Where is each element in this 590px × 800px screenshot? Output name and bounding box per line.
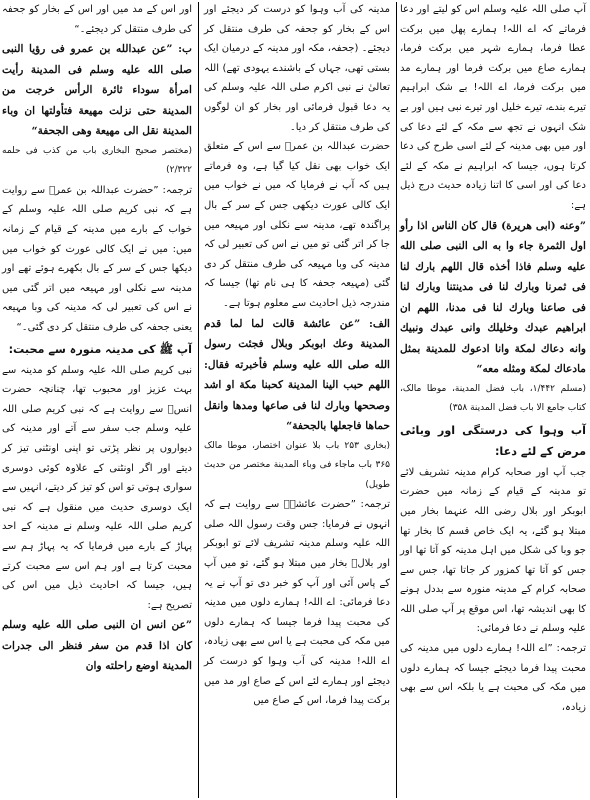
arabic-hadith-text: ”عن انس ان النبی صلی الله علیه وسلم كان اذا قدم من سفر فنظر الی جدرات المدینة اوضع راحلته وان [2,619,192,673]
hadith-reference: (مختصر صحیح البخاری باب من کذب فی حلمه ۲/۳۲۲) [2,145,192,176]
arabic-hadith-text: ”وعنه (ابی هریرة) قال کان الناس اذا رأو اول الثمرة جاء وا به الی النبی صلی الله علیه وسلم فاذا أخذه قال اللهم بارك لنا فی ثمرنا وبارك لنا فی مدینتنا وبارك لنا فی صاعنا وبارك لنا فی مدنا، اللهم ان ابراهیم عبدك وخلیلك وانی عبدك ونبیك وانه دعاك لمكة وانا ادعوك للمدینة بمثل مادعاك لمكة ومثله معه“ [400,219,586,376]
urdu-paragraph: حضرت عبداللہ بن عمرؓ سے اس کے متعلق ایک خواب بھی نقل کیا گیا ہے، وہ فرماتے ہیں کہ آپ نے فرمایا کہ میں نے خواب میں ایک کالی عورت دیکھی جس کے سر کے بال پراگندہ تھے، مدینہ سے نکلی اور مہیعہ میں جا کر اتر گئی تو میں نے اس کی تعبیر لی کہ مدینہ کی وبا مہیعہ کی طرف منتقل کر دی گئی (مہیعہ جحفہ کا ہی نام تھا) جیسا کہ مندرجہ ذیل احادیث سے معلوم ہوتا ہے۔ [204,141,390,309]
section-heading: آپ ﷺ کی مدینہ منورہ سے محبت: [8,342,192,356]
arabic-hadith-text: الف: ”عن عائشة قالت لما لما قدم المدینة وعك ابوبكر وبلال فجئت رسول الله صلی الله علیه وسلم فأخبرته فقال: اللهم حبب الینا المدینة كحبنا مكة او اشد وصححها وبارك لنا فی صاعها ومدها وانقل حماها فاجعلها بالجحفة“ [204,317,390,432]
urdu-paragraph: آپ صلی اللہ علیہ وسلم اس کو لیتے اور دعا فرماتے کہ اے اللہ! ہمارے پھل میں برکت عطا فرما، ہمارے شہر میں برکت فرما، ہمارے صاع میں برکت فرما اور ہمارے مد میں برکت فرما، اے اللہ! بے شک ابراہیم تیرے بندے، تیرے خلیل اور تیرے نبی ہیں اور بے شک انہوں نے تجھ سے مکہ کے لئے دعا کی اور میں بھی مدینہ کے لئے اسی طرح کی دعا کرتا ہوں، جیسا کہ ابراہیم نے مکہ کے لئے دعا کی اور اسی کا اتنا زیادہ حدیث درج ذیل ہے: [400,4,586,211]
section-heading: آب وہوا کی درستگی اور وبائی مرض کے لئے دعا: [400,423,586,458]
urdu-paragraph: نبی کریم صلی اللہ علیہ وسلم کو مدینہ سے بہت عزیز اور محبوب تھا، چنانچہ حضرت انسؓ سے روایت ہے کہ نبی کریم صلی اللہ علیہ وسلم جب سفر سے آتے اور مدینہ کی دیواروں پر نظر پڑتی تو اپنی اونٹنی تیز کر دیتے اور اگر اونٹنی کے علاوہ کوئی دوسری سواری ہوتی تو اس کو تیز کر دیتے، انہیں سے ایک دوسری حدیث میں منقول ہے کہ نبی کریم صلی اللہ علیہ وسلم نے مدینہ کے احد پہاڑ کے بارے میں فرمایا کہ یہ پہاڑ ہم سے محبت کرتا ہے اور ہم اس سے محبت کرتے ہیں، جیسا کہ احادیث ذیل میں اس کی تصریح ہے: [2,364,192,611]
urdu-paragraph: جب آپ اور صحابہ کرام مدینہ تشریف لائے تو مدینہ کے قیام کے زمانہ میں حضرت ابوبکر اور بلال رضی اللہ عنہما بخار میں مبتلا ہو گئے، یہ ایک خاص قسم کا بخار تھا جو وبا کی شکل میں اہل مدینہ کو آتا تھا اور جس کو آتا تھا کمزور کر جاتا تھا، جس سے صحابہ کرام کے مدینہ منورہ سے بددل ہونے کا بھی اندیشہ تھا، اس موقع پر آپ صلی اللہ علیہ وسلم نے دعا فرمائی: [400,466,586,635]
hadith-reference: (مسلم ۱/۴۴۲، باب فضل المدینة، موطا مالک، کتاب جامع الا باب فضل المدینة ۳۵۸) [400,383,586,414]
urdu-paragraph: مدینہ کی آب وہوا کو درست کر دیجئے اور اس کے بخار کو جحفہ کی طرف منتقل کر دیجئے۔ (جحفہ، مکہ اور مدینہ کے درمیان ایک بستی تھی، جہاں کے باشندے یہودی تھے) اللہ تعالیٰ نے نبی اکرم صلی اللہ علیہ وسلم کی یہ دعا قبول فرمائی اور بخار کو ان لوگوں کی طرف منتقل کر دیا۔ [204,4,390,133]
column-middle [200,0,394,800]
arabic-hadith-text: ب: ”عن عبدالله بن عمرو فی رؤیا النبی صلی الله علیه وسلم فی المدینة رأیت امرأة سوداء ثائرة الرأس خرجت من المدینة حتی نزلت مهیعة فتأولتها ان وباء المدینة نقل الی مهیعة وهی الجحفة“ [2,43,192,138]
urdu-paragraph: اور اس کے مد میں اور اس کے بخار کو جحفہ کی طرف منتقل کر دیجئے۔“ [2,4,192,35]
urdu-paragraph: ترجمہ: ”اے اللہ! ہمارے دلوں میں مدینہ کی محبت پیدا فرما دیجئے جیسا کہ ہمارے دلوں میں مکہ کی محبت ہے یا بلکہ اس سے بھی زیادہ، [400,643,586,713]
column-divider-right [396,2,397,798]
column-right [398,0,590,800]
hadith-reference: (بخاری ۲۵۳ باب بلا عنوان اختصار، موطا مالک ۳۶۵ باب ماجاء فی وباء المدینة مختصر من حدیث طویل) [204,440,390,490]
urdu-paragraph: ترجمہ: ”حضرت عبداللہ بن عمرؓ سے روایت ہے کہ نبی کریم صلی اللہ علیہ وسلم کے خواب کے بارے میں مدینہ کے قیام کے زمانہ میں: میں نے ایک کالی عورت کو خواب میں دیکھا جس کے سر کے بال بکھرے ہوئے تھے اور مدینہ سے نکلی اور مہیعہ میں اتر گئی میں نے اس کی تعبیر لی کہ مدینہ کی وبا مہیعہ یعنی جحفہ کی طرف منتقل کر دی گئی۔“ [2,184,192,334]
column-divider-left [198,2,199,798]
column-left [0,0,196,800]
urdu-paragraph: ترجمہ: ”حضرت عائشہؓ سے روایت ہے کہ انہوں نے فرمایا: جس وقت رسول اللہ صلی اللہ علیہ وسلم مدینہ تشریف لائے تو ابوبکر اور بلالؓ بخار میں مبتلا ہو گئے، تو میں آپ کے پاس آئی اور آپ کو خبر دی تو آپ نے یہ دعا فرمائی: اے اللہ! ہمارے دلوں میں مدینہ کی محبت پیدا فرما جیسا کہ ہمارے دلوں میں مکہ کی محبت ہے یا اس سے بھی زیادہ، اے اللہ! مدینہ کی آب وہوا کو درست کر دیجئے اور ہمارے لئے اس کے صاع اور مد میں برکت پیدا فرما، اس کے صاع میں [204,499,390,707]
